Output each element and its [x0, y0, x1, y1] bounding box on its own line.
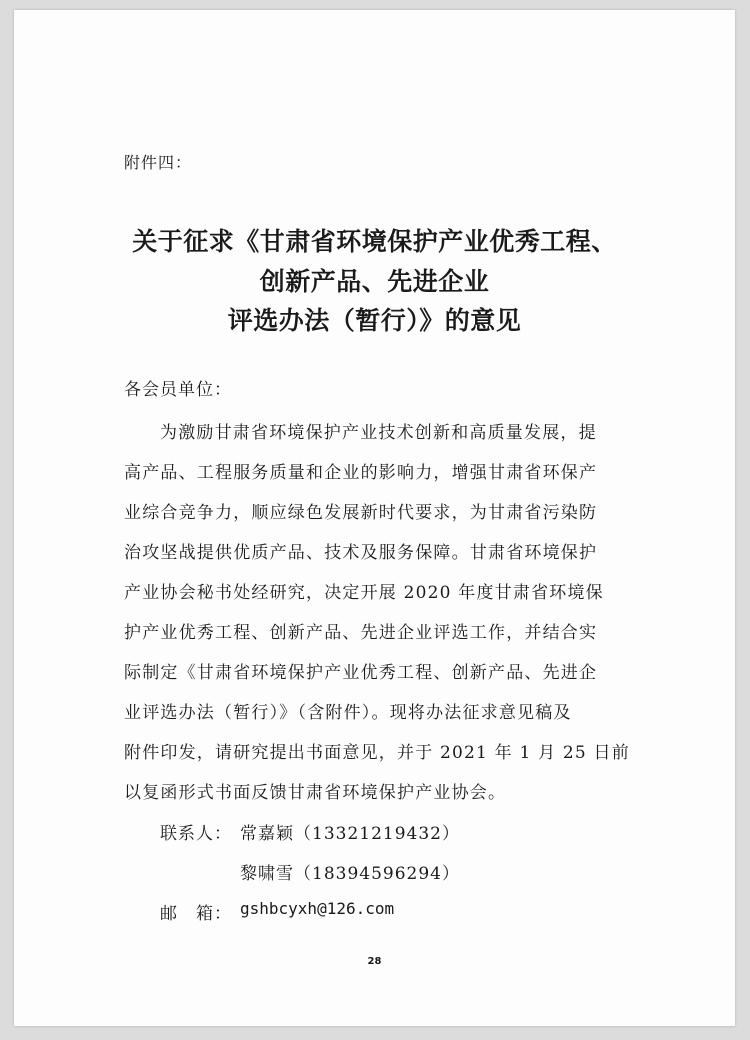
- body-paragraph-line: 附件印发，请研究提出书面意见，并于 2021 年 1 月 25 日前: [124, 743, 630, 763]
- salutation: 各会员单位：: [124, 380, 232, 400]
- email-label: 邮 箱：: [160, 904, 232, 924]
- body-paragraph-line: 业评选办法（暂行）》（含附件）。现将办法征求意见稿及: [124, 703, 572, 723]
- body-paragraph-line: 治攻坚战提供优质产品、技术及服务保障。甘肃省环境保护: [124, 543, 598, 563]
- body-paragraph-line: 高产品、工程服务质量和企业的影响力，增强甘肃省环保产: [124, 463, 598, 483]
- body-paragraph-line: 护产业优秀工程、创新产品、先进企业评选工作，并结合实: [124, 623, 598, 643]
- document-title-line-1: 关于征求《甘肃省环境保护产业优秀工程、: [132, 227, 617, 256]
- body-paragraph-line: 业综合竞争力，顺应绿色发展新时代要求，为甘肃省污染防: [124, 503, 598, 523]
- contact-person-1: 常嘉颖（13321219432）: [240, 824, 460, 844]
- body-paragraph-line: 产业协会秘书处经研究，决定开展 2020 年度甘肃省环境保: [124, 583, 604, 603]
- document-title-line-2: 创新产品、先进企业: [259, 267, 490, 296]
- document-title-line-3: 评选办法（暂行）》的意见: [227, 306, 522, 335]
- contact-email[interactable]: gshbcyxh@126.com: [240, 899, 395, 918]
- contact-label: 联系人：: [160, 824, 232, 844]
- document-page: [14, 10, 735, 1026]
- contact-person-2: 黎啸雪（18394596294）: [240, 864, 460, 884]
- body-paragraph-line: 以复函形式书面反馈甘肃省环境保护产业协会。: [124, 783, 507, 803]
- body-paragraph-line: 为激励甘肃省环境保护产业技术创新和高质量发展，提: [160, 423, 597, 443]
- attachment-label: 附件四：: [124, 153, 193, 172]
- body-paragraph-line: 际制定《甘肃省环境保护产业优秀工程、创新产品、先进企: [124, 663, 598, 683]
- page-number: 28: [367, 956, 382, 967]
